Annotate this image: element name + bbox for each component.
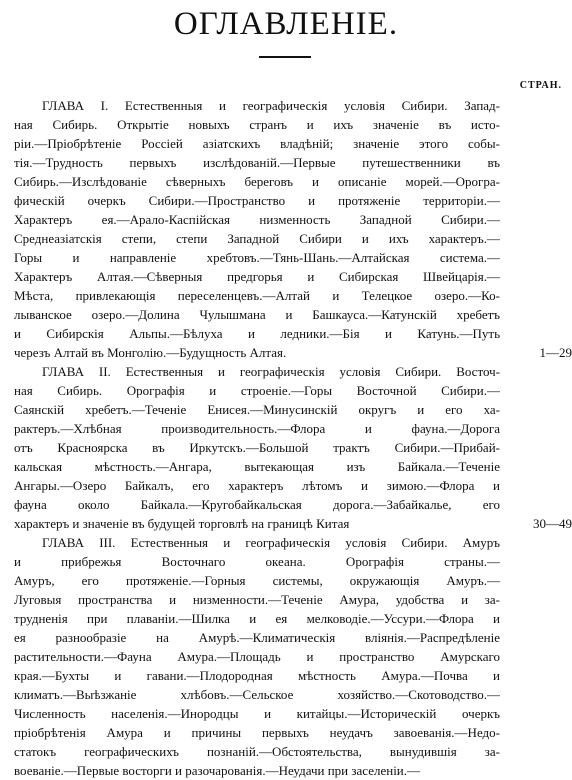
chapter-text-line: Мѣста, привлекающія переселенцевъ.—Алтай и Телецкое озеро.—Ко- [14, 288, 500, 303]
chapter-text-line: пріобрѣтенія Амура и причины первыхъ неудачъ завоеванія.—Недо- [14, 725, 500, 740]
pages-column-header: СТРАН. [519, 80, 562, 91]
chapter-text-line: отъ Красноярска въ Иркутскъ.—Большой трактъ Сибири.—Прибай- [14, 440, 500, 455]
chapter-text-line: тія.—Трудность первыхъ изслѣдованій.—Первые путешественники въ [14, 155, 500, 170]
chapter-entry [14, 96, 572, 362]
chapter-text-line: статокъ географическихъ познаній.—Обстоятельства, вынудившія за- [14, 744, 500, 759]
chapter-page-range: 1—29 [539, 345, 572, 360]
chapter-text-line: лыванское озеро.—Долина Чулышмана и Башкауса.—Катунскій хребетъ [14, 307, 500, 322]
chapter-text-line: ГЛАВА I. Естественныя и географическія условія Сибири. Запад- [42, 98, 500, 113]
chapter-entry [14, 533, 500, 780]
chapter-text-line: и прибрежья Восточнаго океана. Орографія страны.— [14, 554, 500, 569]
chapter-text-line: Численность населенія.—Инородцы и китайцы.—Историческій очеркъ [14, 706, 500, 721]
chapter-text-line: края.—Бухты и гавани.—Плодородная мѣстность Амура.—Почва и [14, 668, 500, 683]
chapter-text-line: трудненія при плаваніи.—Шилка и ея мелководіе.—Уссури.—Флора и [14, 611, 500, 626]
chapter-text-line: фауна около Байкала.—Кругобайкальская дорога.—Забайкалье, его [14, 497, 500, 512]
chapter-text-line: черезъ Алтай въ Монголію.—Будущность Алтая. [14, 345, 287, 360]
chapter-text-line: и Сибирскія Альпы.—Бѣлуха и ледники.—Бія и Катунь.—Путь [14, 326, 500, 341]
chapter-text-line: ріи.—Пріобрѣтеніе Россіей азіатскихъ владѣній; значеніе этого собы- [14, 136, 500, 151]
chapter-text-line: Сибирь.—Изслѣдованіе сѣверныхъ береговъ и описаніе морей.—Орогра- [14, 174, 500, 189]
chapter-text-line: рактеръ.—Хлѣбная производительность.—Флора и фауна.—Дорога [14, 421, 500, 436]
chapter-page-range: 30—49 [533, 516, 572, 531]
chapter-text-line: Среднеазіатскія степи, степи Западной Сибири и ихъ характеръ.— [14, 231, 500, 246]
chapter-text-line: ная Сибирь. Орографія и строеніе.—Горы Восточной Сибири.— [14, 383, 500, 398]
title-rule [259, 56, 311, 58]
chapter-entry [14, 362, 572, 533]
contents-column [14, 96, 572, 780]
chapter-text-line: Характеръ ея.—Арало-Каспійская низменность Западной Сибири.— [14, 212, 500, 227]
chapter-text-line: ная Сибирь. Открытіе новыхъ странъ и ихъ значеніе въ исто- [14, 117, 500, 132]
chapter-text-line: ГЛАВА II. Естественныя и географическія условія Сибири. Восточ- [42, 364, 500, 379]
chapter-text-line: климатъ.—Выѣзжаніе хлѣбовъ.—Сельское хозяйство.—Скотоводство.— [14, 687, 500, 702]
chapter-text-line: Луговыя пространства и низменности.—Теченіе Амура, удобства и за- [14, 592, 500, 607]
chapter-text-line: Ангары.—Озеро Байкалъ, его характеръ лѣтомъ и зимою.—Флора и [14, 478, 500, 493]
chapter-text-line: Саянскій хребетъ.—Теченіе Енисея.—Минусинскій округъ и его ха- [14, 402, 500, 417]
chapter-text-line: растительности.—Фауна Амура.—Площадь и пространство Амурскаго [14, 649, 500, 664]
chapter-text-line: ГЛАВА III. Естественныя и географическія условія Сибири. Амуръ [42, 535, 500, 550]
chapter-text-line: Характеръ Алтая.—Сѣверныя предгорья и Сибирская Швейцарія.— [14, 269, 500, 284]
chapter-text-line: фическій очеркъ Сибири.—Пространство и протяженіе территоріи.— [14, 193, 500, 208]
page-title: ОГЛАВЛЕНІЕ. [173, 6, 399, 42]
chapter-text-line: Амуръ, его протяженіе.—Горныя системы, окружающія Амуръ.— [14, 573, 500, 588]
chapter-text-line: кальская мѣстность.—Ангара, вытекающая изъ Байкала.—Теченіе [14, 459, 500, 474]
chapter-text-line: Горы и направленіе хребтовъ.—Тянь-Шань.—Алтайская система.— [14, 250, 500, 265]
chapter-text-line: характеръ и значеніе въ будущей торговлѣ на границѣ Китая [14, 516, 350, 531]
chapter-text-line: ея разнообразіе на Амурѣ.—Климатическія вліянія.—Распредѣленіе [14, 630, 500, 645]
chapter-text-line: воеваніе.—Первые восторги и разочарованія.—Неудачи при заселеніи.— [14, 763, 421, 778]
